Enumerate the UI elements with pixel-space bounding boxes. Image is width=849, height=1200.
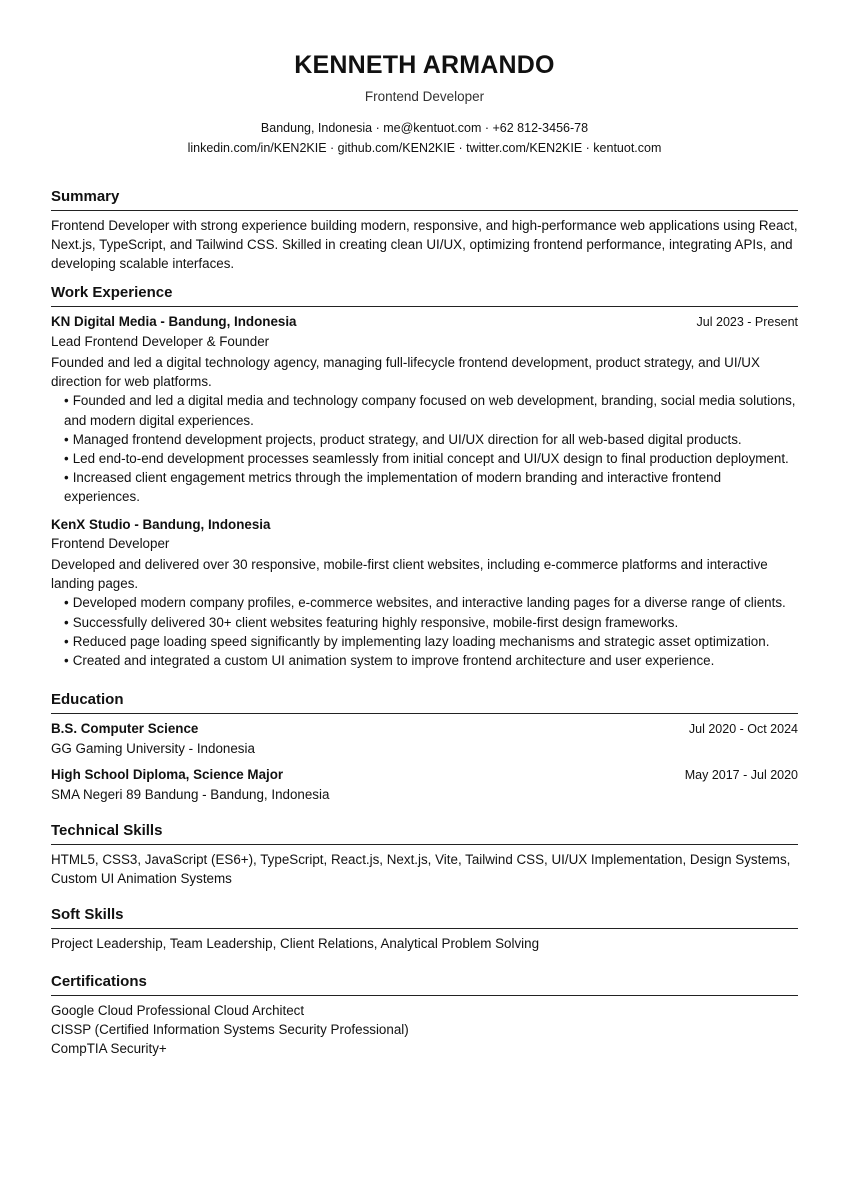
education-entry-header — [51, 719, 798, 739]
bullet-text: Managed frontend development projects, product strategy, and UI/UX direction for all web-based digital products. — [72, 431, 742, 447]
certification-item: Google Cloud Professional Cloud Architect — [51, 1002, 305, 1018]
bullet-icon: • — [64, 470, 69, 486]
bullet-text: Developed modern company profiles, e-commerce websites, and interactive landing pages for a diverse range of clients. — [72, 595, 786, 611]
list-item — [64, 391, 798, 429]
education-date: May 2017 - Jul 2020 — [684, 767, 798, 782]
education-entry — [51, 765, 798, 804]
bullet-icon: • — [64, 633, 69, 649]
education-section — [51, 690, 798, 804]
candidate-role: Frontend Developer — [364, 89, 485, 104]
contact-line-links: linkedin.com/in/KEN2KIE · github.com/KEN2KIE · twitter.com/KEN2KIE · kentuot.com — [187, 141, 662, 155]
work-experience-section — [51, 283, 798, 671]
job-description: Developed and delivered over 30 responsive, mobile-first client websites, including e-commerce platforms and interactive landing pages. — [51, 557, 768, 592]
job-entry — [51, 515, 798, 671]
soft-skills-section — [51, 905, 798, 953]
job-date: Jul 2023 - Present — [696, 314, 798, 329]
certification-item: CompTIA Security+ — [51, 1041, 167, 1057]
list-item — [64, 632, 798, 651]
education-degree: High School Diploma, Science Major — [51, 766, 284, 782]
contact-line-location-email-phone: Bandung, Indonesia · me@kentuot.com · +62 812-3456-78 — [260, 121, 589, 135]
section-title-certifications: Certifications — [51, 972, 798, 996]
contact-info — [51, 118, 798, 158]
bullet-text: Created and integrated a custom UI animation system to improve frontend architecture and user experience. — [72, 653, 715, 669]
job-company: KN Digital Media - Bandung, Indonesia — [51, 313, 297, 329]
technical-skills-section — [51, 821, 798, 888]
bullet-icon: • — [64, 653, 69, 669]
education-school: SMA Negeri 89 Bandung - Bandung, Indonesia — [51, 786, 330, 802]
list-item — [64, 430, 798, 449]
bullet-text: Led end-to-end development processes seamlessly from initial concept and UI/UX design to final production deployment. — [72, 451, 789, 467]
bullet-icon: • — [64, 431, 69, 447]
list-item — [64, 651, 798, 670]
job-position: Lead Frontend Developer & Founder — [51, 333, 270, 349]
bullet-text: Successfully delivered 30+ client websites featuring highly responsive, mobile-first design frameworks. — [72, 614, 679, 630]
list-item — [64, 613, 798, 632]
bullet-text: Reduced page loading speed significantly by implementing lazy loading mechanisms and strategic asset optimization. — [72, 633, 770, 649]
bullet-icon: • — [64, 451, 69, 467]
job-position: Frontend Developer — [51, 535, 170, 551]
section-title-technical-skills: Technical Skills — [51, 821, 798, 845]
list-item — [64, 449, 798, 468]
candidate-name: KENNETH ARMANDO — [294, 51, 555, 79]
section-title-work-experience: Work Experience — [51, 283, 798, 307]
education-school: GG Gaming University - Indonesia — [51, 741, 255, 757]
bullet-text: Founded and led a digital media and technology company focused on web development, branding, social media solutions, and modern digital experiences. — [64, 393, 796, 428]
bullet-icon: • — [64, 614, 69, 630]
section-title-soft-skills: Soft Skills — [51, 905, 798, 929]
certifications-list — [51, 1001, 798, 1059]
bullet-text: Increased client engagement metrics through the implementation of modern branding and interactive frontend experiences. — [64, 470, 722, 505]
job-bullets — [51, 391, 798, 506]
summary-section — [51, 187, 798, 274]
education-degree: B.S. Computer Science — [51, 721, 199, 737]
section-title-summary: Summary — [51, 187, 798, 211]
job-description: Founded and led a digital technology agency, managing full-lifecycle frontend development, product strategy, and UI/UX direction for web platforms. — [51, 355, 760, 390]
bullet-icon: • — [64, 595, 69, 611]
certification-item: CISSP (Certified Information Systems Security Professional) — [51, 1021, 409, 1037]
bullet-icon: • — [64, 393, 69, 409]
summary-text: Frontend Developer with strong experience building modern, responsive, and high-performance web applications using React, Next.js, TypeScript, and Tailwind CSS. Skilled in creating clean UI/UX, optimizing frontend performance, integrating APIs, and developing scalable interfaces. — [51, 218, 798, 272]
list-item — [64, 468, 798, 506]
section-title-education: Education — [51, 690, 798, 714]
education-date: Jul 2020 - Oct 2024 — [688, 722, 798, 737]
education-entry — [51, 719, 798, 758]
technical-skills-text: HTML5, CSS3, JavaScript (ES6+), TypeScript, React.js, Next.js, Vite, Tailwind CSS, UI/UX Implementation, Design Systems, Custom UI Animation Systems — [51, 852, 791, 887]
job-bullets — [51, 593, 798, 670]
education-entry-header — [51, 765, 798, 785]
job-entry — [51, 312, 798, 507]
job-company: KenX Studio - Bandung, Indonesia — [51, 516, 271, 532]
job-entry-header — [51, 515, 798, 534]
certifications-section — [51, 972, 798, 1059]
list-item — [64, 593, 798, 612]
soft-skills-text: Project Leadership, Team Leadership, Client Relations, Analytical Problem Solving — [51, 936, 540, 952]
resume-header — [51, 0, 798, 158]
job-entry-header — [51, 312, 798, 332]
